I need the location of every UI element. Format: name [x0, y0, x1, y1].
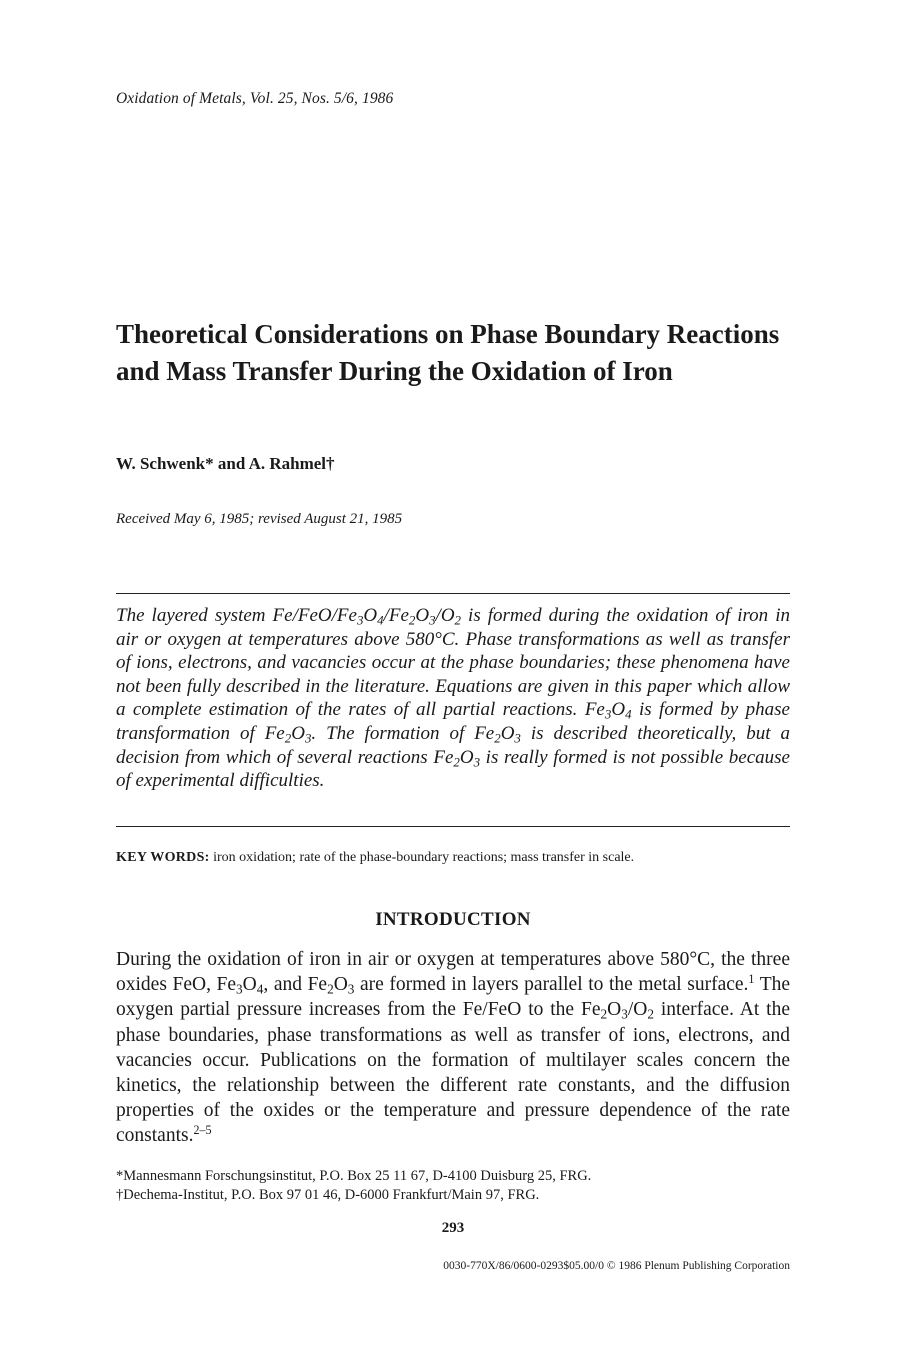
abstract-text: The layered system $Fe/FeO/Fe_3O_4/Fe_2O_3/O_2$ is formed during the oxidation of iron in air or oxygen at temperatures above 580°C. Phase transformations as well as transfer of ions, electrons, and vacancies occur at the phase boundaries; these phenomena have not been fully described in the literature. Equations are given in this paper which allow a complete estimation of the rates of all partial reactions. $Fe_3O_4$ is formed by phase transformation of $Fe_2O_3$. The formation of $Fe_2O_3$ is described theoretically, but a decision from which of several reactions $Fe_2O_3$ is really formed is not possible because of experimental difficulties. — [116, 605, 790, 792]
footnote-affiliation-1: *Mannesmann Forschungsinstitut, P.O. Box 25 11 67, D-4100 Duisburg 25, FRG. — [116, 1168, 592, 1184]
keywords-line — [116, 850, 796, 866]
section-heading-introduction: INTRODUCTION — [375, 909, 531, 930]
author-line: W. Schwenk* and A. Rahmel† — [116, 454, 335, 473]
abstract-top-rule — [116, 593, 790, 594]
abstract-bottom-rule — [116, 826, 790, 827]
footnote-affiliation-2: †Dechema-Institut, P.O. Box 97 01 46, D-6000 Frankfurt/Main 97, FRG. — [116, 1187, 540, 1203]
keywords-label: KEY WORDS: — [116, 850, 210, 865]
page-number: 293 — [441, 1220, 465, 1236]
paper-title: Theoretical Considerations on Phase Boundary Reactions and Mass Transfer During the Oxidation of Iron — [116, 319, 780, 386]
received-dates: Received May 6, 1985; revised August 21, 1985 — [116, 511, 403, 527]
copyright-line: 0030-770X/86/0600-0293$05.00/0 © 1986 Plenum Publishing Corporation — [443, 1260, 790, 1272]
footnotes — [116, 1167, 796, 1205]
introduction-paragraph: During the oxidation of iron in air or oxygen at temperatures above 580°C, the three oxides FeO, $Fe_3O_4$, and $Fe_2O_3$ are formed in layers parallel to the metal surface.$^1$ The oxygen partial pressure increases from the Fe/FeO to the $Fe_2O_3/O_2$ interface. At the phase boundaries, phase transformations as well as transfer of ions, electrons, and vacancies occur. Publications on the formation of multilayer scales concern the kinetics, the relationship between the different rate constants, and the diffusion properties of the oxides or the temperature and pressure dependence of the rate constants.$^{2-5}$ — [116, 949, 791, 1147]
journal-reference: Oxidation of Metals, Vol. 25, Nos. 5/6, 1986 — [116, 90, 394, 107]
keywords-text: iron oxidation; rate of the phase-boundary reactions; mass transfer in scale. — [213, 850, 635, 865]
